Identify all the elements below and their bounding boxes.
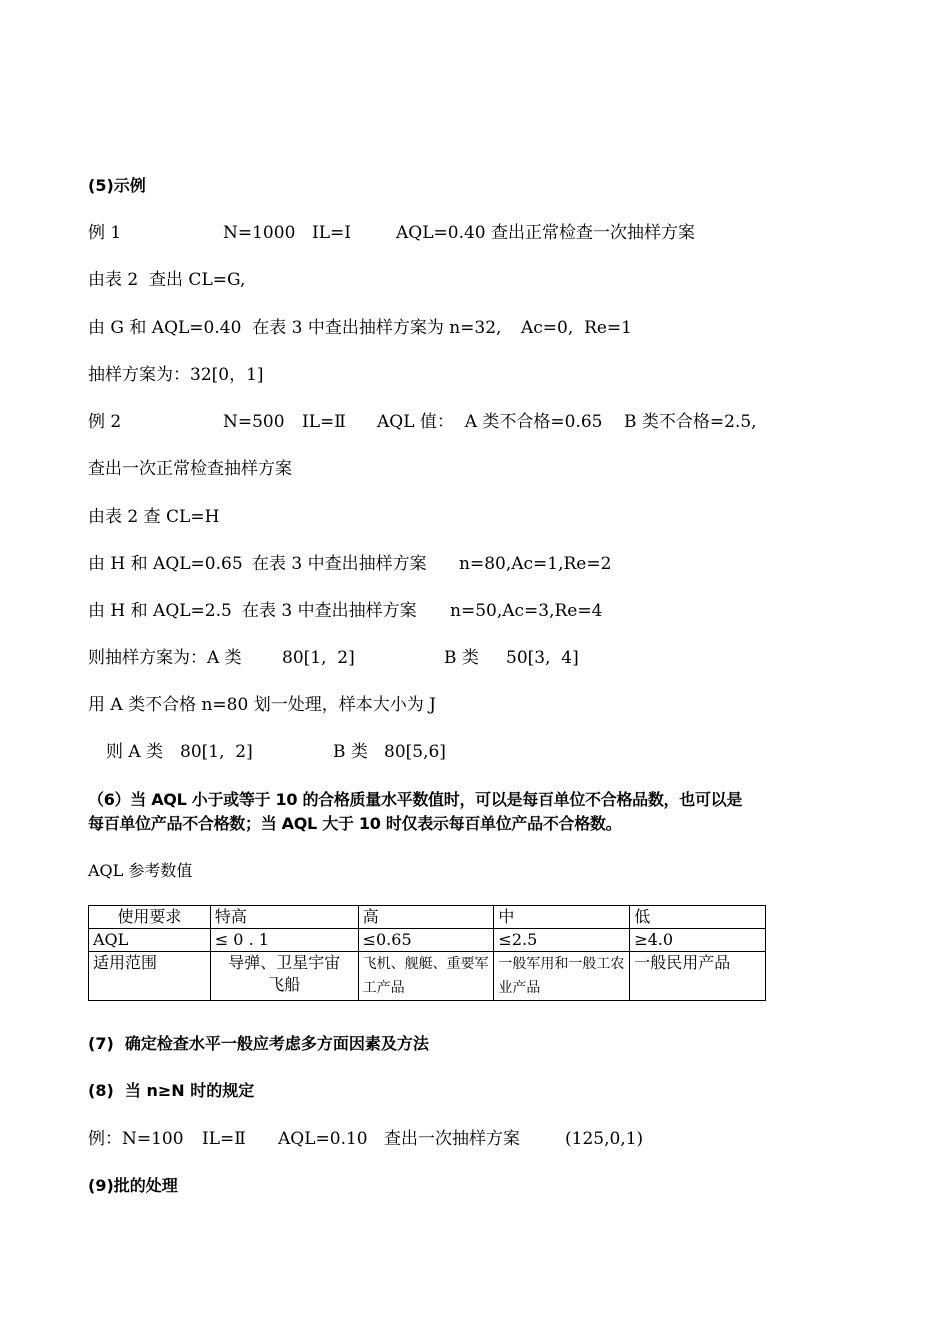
table-cell: ≤ 0 . 1 [210, 929, 358, 952]
section-8-example-aql: AQL=0.10 [278, 1129, 368, 1149]
table-row [89, 952, 766, 1001]
example-1-n: N=1000 [223, 223, 296, 243]
example-1-line [88, 222, 788, 244]
example-2-final-plan [88, 741, 788, 763]
example-2-step-4-a: 由 H 和 AQL=2.5 [88, 601, 232, 621]
example-2-label: 例 2 [88, 412, 122, 432]
table-row [89, 929, 766, 952]
example-2-final-a-label: 则 A 类 [106, 742, 164, 762]
table-cell: 一般军用和一般工农业产品 [494, 952, 630, 1001]
example-2-step-4-c: n=50,Ac=3,Re=4 [450, 601, 603, 621]
example-2-plan-b-label: B 类 [444, 648, 479, 668]
example-2-final-b-value: 80[5,6] [384, 742, 446, 762]
section-8-example-il: IL=Ⅱ [202, 1129, 246, 1149]
section-8-example-text: 查出一次抽样方案 [384, 1129, 520, 1149]
table-cell: 飞机、舰艇、重要军工产品 [358, 952, 494, 1001]
section-7-heading: (7) 确定检查水平一般应考虑多方面因素及方法 [88, 1034, 429, 1053]
aql-reference-title: AQL 参考数值 [88, 861, 193, 880]
section-9-heading: (9)批的处理 [88, 1176, 178, 1195]
table-cell: ≤0.65 [358, 929, 494, 952]
table-cell: 中 [494, 906, 630, 929]
table-cell: ≥4.0 [630, 929, 766, 952]
example-1-step-2-result: Ac=0, Re=1 [521, 318, 632, 338]
aql-reference-table [88, 905, 766, 1001]
table-cell: 适用范围 [89, 952, 211, 1001]
section-8-example-plan: (125,0,1) [565, 1129, 644, 1149]
example-1-step-1: 由表 2 查出 CL=G, [88, 270, 246, 290]
example-2-step-3-c: n=80,Ac=1,Re=2 [459, 554, 612, 574]
example-2-plan-a-value: 80[1, 2] [282, 648, 355, 668]
table-cell: 低 [630, 906, 766, 929]
example-1-aql: AQL=0.40 查出正常检查一次抽样方案 [396, 223, 696, 243]
table-header-row [89, 906, 766, 929]
example-1-il: IL=I [312, 223, 351, 243]
example-2-step-3-a: 由 H 和 AQL=0.65 [88, 554, 243, 574]
example-2-step-2: 由表 2 查 CL=H [88, 507, 220, 527]
table-cell: 使用要求 [89, 906, 211, 929]
table-cell: 导弹、卫星宇宙飞船 [210, 952, 358, 1001]
example-1-step-2 [88, 317, 788, 339]
example-2-plan-b-value: 50[3, 4] [506, 648, 579, 668]
example-1-step-2-text: 由 G 和 AQL=0.40 在表 3 中查出抽样方案为 n=32, [88, 318, 502, 338]
example-2-aql-b: B 类不合格=2.5, [624, 412, 757, 432]
example-2-step-5: 用 A 类不合格 n=80 划一处理，样本大小为 J [88, 695, 436, 715]
example-2-final-b-label: B 类 [333, 742, 368, 762]
table-cell: 高 [358, 906, 494, 929]
example-2-step-1: 查出一次正常检查抽样方案 [88, 459, 292, 479]
table-cell: 特高 [210, 906, 358, 929]
example-2-final-a-value: 80[1, 2] [180, 742, 253, 762]
example-1-plan: 抽样方案为：32[0，1] [88, 365, 264, 385]
example-1-label: 例 1 [88, 223, 122, 243]
table-cell: 一般民用产品 [630, 952, 766, 1001]
table-cell: AQL [89, 929, 211, 952]
example-2-n: N=500 [223, 412, 285, 432]
example-2-step-4-b: 在表 3 中查出抽样方案 [242, 601, 417, 621]
section-6-line-2: 每百单位产品不合格数；当 AQL 大于 10 时仅表示每百单位产品不合格数。 [88, 814, 622, 833]
example-2-step-3 [88, 553, 788, 575]
section-6-line-1: （6）当 AQL 小于或等于 10 的合格质量水平数值时，可以是每百单位不合格品数，也可以是 [88, 790, 743, 809]
table-cell: ≤2.5 [494, 929, 630, 952]
section-8-heading: (8) 当 n≥N 时的规定 [88, 1081, 255, 1100]
section-5-heading: (5)示例 [88, 176, 146, 195]
example-2-line [88, 411, 788, 433]
section-8-example [88, 1128, 788, 1150]
example-2-il: IL=Ⅱ [302, 412, 346, 432]
section-8-example-n: 例：N=100 [88, 1129, 184, 1149]
example-2-step-4 [88, 600, 788, 622]
example-2-plan-a-label: 则抽样方案为：A 类 [88, 648, 242, 668]
example-2-step-3-b: 在表 3 中查出抽样方案 [252, 554, 427, 574]
example-2-aql-a: AQL 值： A 类不合格=0.65 [377, 412, 603, 432]
example-2-plan [88, 647, 788, 669]
